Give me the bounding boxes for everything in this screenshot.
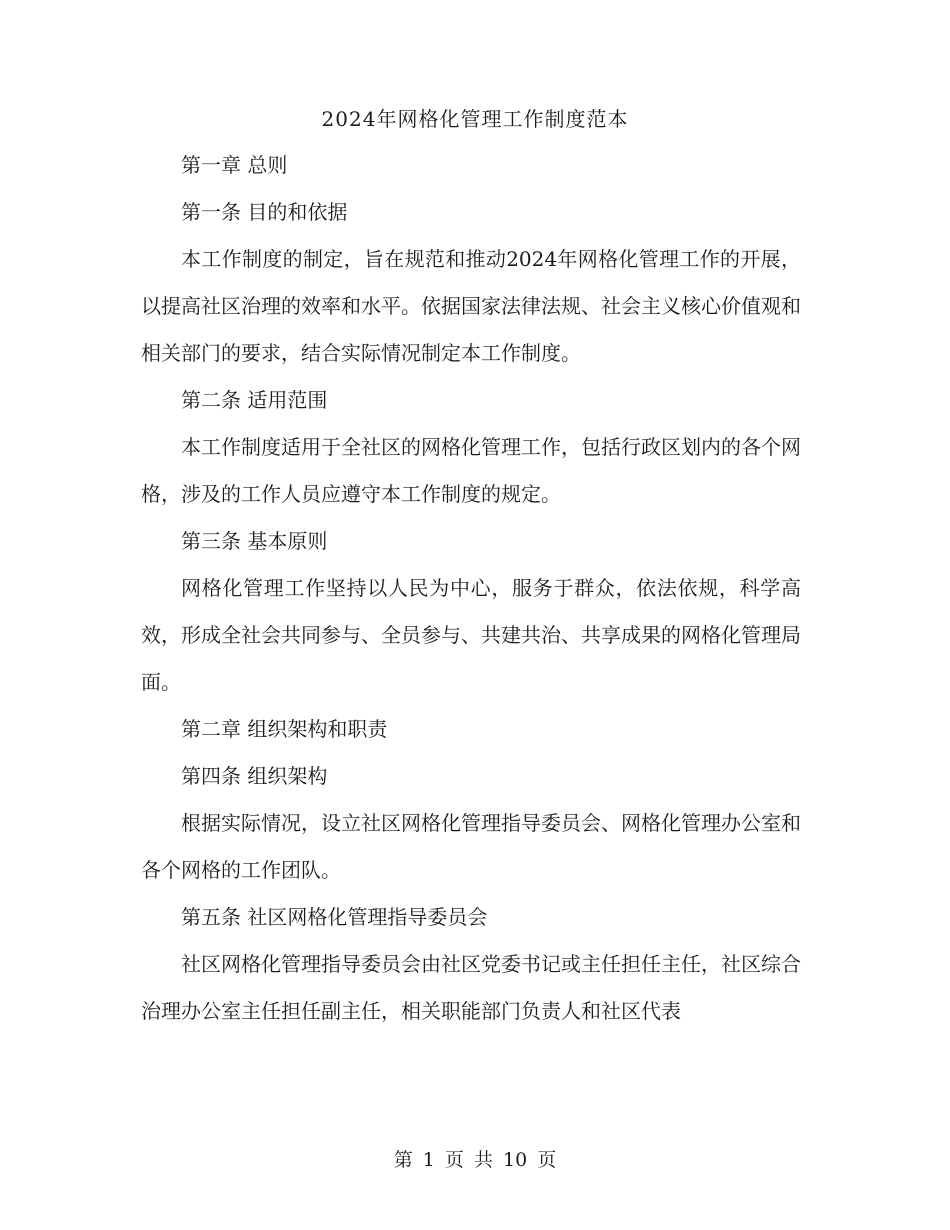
chapter-2-heading: 第二章 组织架构和职责: [181, 717, 388, 741]
page-number-footer: 第 1 页 共 10 页: [393, 1149, 557, 1171]
chapter-1-heading: 第一章 总则: [181, 153, 288, 177]
document-body: [141, 142, 801, 1035]
article-4-heading: 第四条 组织架构: [181, 764, 328, 788]
article-2-text: 本工作制度适用于全社区的网格化管理工作，包括行政区划内的各个网格，涉及的工作人员应遵守本工作制度的规定。: [141, 435, 801, 506]
article-5-text: 社区网格化管理指导委员会由社区党委书记或主任担任主任，社区综合治理办公室主任担任副主任，相关职能部门负责人和社区代表: [141, 952, 801, 1023]
document-title: 2024年网格化管理工作制度范本: [321, 107, 629, 131]
article-1-text: 本工作制度的制定，旨在规范和推动2024年网格化管理工作的开展，以提高社区治理的效率和水平。依据国家法律法规、社会主义核心价值观和相关部门的要求，结合实际情况制定本工作制度。: [141, 247, 801, 365]
article-4-text: 根据实际情况，设立社区网格化管理指导委员会、网格化管理办公室和各个网格的工作团队。: [141, 811, 801, 882]
article-2-heading: 第二条 适用范围: [181, 388, 328, 412]
article-5-heading: 第五条 社区网格化管理指导委员会: [181, 905, 488, 929]
article-3-text: 网格化管理工作坚持以人民为中心，服务于群众，依法依规，科学高效，形成全社会共同参与、全员参与、共建共治、共享成果的网格化管理局面。: [141, 576, 801, 694]
article-3-heading: 第三条 基本原则: [181, 529, 328, 553]
article-1-heading: 第一条 目的和依据: [181, 200, 348, 224]
